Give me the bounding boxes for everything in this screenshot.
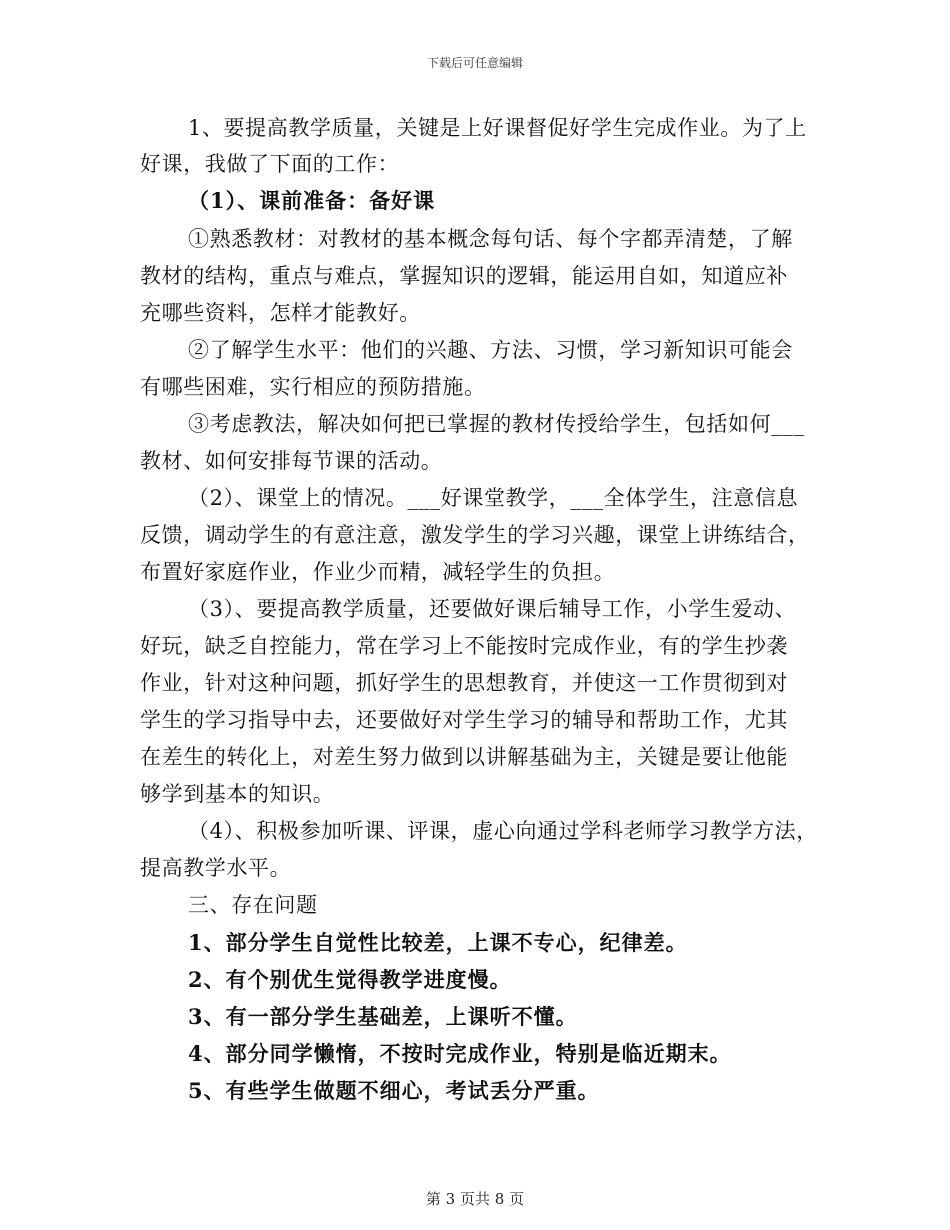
paragraph-line: 好玩，缺乏自控能力，常在学习上不能按时完成作业，有的学生抄袭 [140, 634, 788, 658]
paragraph-line: 提高教学水平。 [140, 856, 292, 880]
paragraph-line: 学生的学习指导中去，还要做好对学生学习的辅导和帮助工作，尤其 [140, 708, 788, 732]
paragraph-line: ③考虑教法，解决如何把已掌握的教材传授给学生，包括如何___ [188, 412, 805, 436]
paragraph-line: （3）、要提高教学质量，还要做好课后辅导工作，小学生爱动、 [188, 597, 797, 621]
paragraph-line: 好课，我做了下面的工作： [140, 152, 400, 176]
paragraph-line: 布置好家庭作业，作业少而精，减轻学生的负担。 [140, 560, 616, 584]
problem-item: 4、部分同学懒惰，不按时完成作业，特别是临近期末。 [188, 1041, 732, 1066]
paragraph-line: 充哪些资料，怎样才能教好。 [140, 301, 421, 325]
paragraph-line: 反馈，调动学生的有意注意，激发学生的学习兴趣，课堂上讲练结合， [140, 523, 810, 547]
paragraph-line: （4）、积极参加听课、评课，虚心向通过学科老师学习教学方法， [188, 819, 818, 843]
problem-item: 5、有些学生做题不细心，考试丢分严重。 [188, 1078, 600, 1103]
paragraph-line: 够学到基本的知识。 [140, 782, 335, 806]
paragraph-line: （2）、课堂上的情况。___好课堂教学，___全体学生，注意信息 [188, 486, 799, 510]
problem-item: 3、有一部分学生基础差，上课听不懂。 [188, 1004, 578, 1029]
paragraph-line: 教材、如何安排每节课的活动。 [140, 449, 443, 473]
section-heading: （1）、课前准备：备好课 [188, 188, 436, 213]
paragraph-line: 教材的结构，重点与难点，掌握知识的逻辑，能运用自如，知道应补 [140, 264, 788, 288]
paragraph-line: 有哪些困难，实行相应的预防措施。 [140, 375, 486, 399]
paragraph-line: ②了解学生水平：他们的兴趣、方法、习惯，学习新知识可能会 [188, 338, 793, 362]
page-footer: 第 3 页共 8 页 [425, 1190, 525, 1208]
paragraph-line: 1、要提高教学质量，关键是上好课督促好学生完成作业。为了上 [188, 116, 807, 140]
problem-item: 2、有个别优生觉得教学进度慢。 [188, 967, 512, 992]
paragraph-line: 作业，针对这种问题，抓好学生的思想教育，并使这一工作贯彻到对 [140, 671, 788, 695]
page-header: 下载后可任意编辑 [426, 56, 523, 70]
problem-item: 1、部分学生自觉性比较差，上课不专心，纪律差。 [188, 930, 688, 955]
section-heading: 三、存在问题 [188, 893, 318, 917]
paragraph-line: ①熟悉教材：对教材的基本概念每句话、每个字都弄清楚，了解 [188, 227, 793, 251]
paragraph-line: 在差生的转化上，对差生努力做到以讲解基础为主，关键是要让他能 [140, 745, 788, 769]
